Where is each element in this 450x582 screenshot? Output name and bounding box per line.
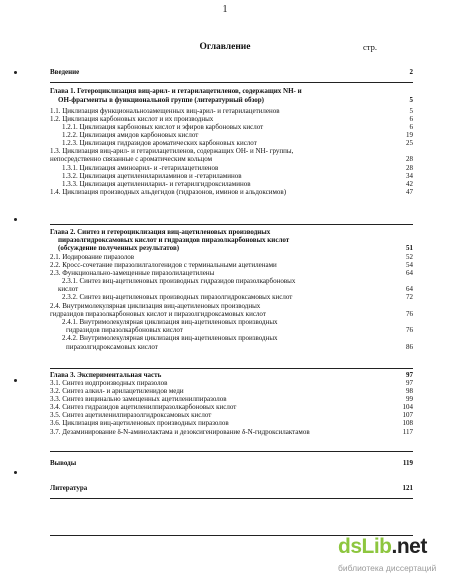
toc-entry-page: 25 bbox=[406, 139, 413, 147]
toc-entry bbox=[50, 326, 413, 334]
toc-entry-page: 19 bbox=[406, 131, 413, 139]
toc-entry-page: 6 bbox=[409, 115, 413, 123]
section-divider bbox=[50, 451, 413, 452]
toc-entry bbox=[50, 411, 413, 419]
toc-entry bbox=[50, 188, 413, 196]
dslib-watermark bbox=[338, 535, 448, 579]
toc-entry-page: 28 bbox=[406, 155, 413, 163]
toc-entry-title: пиразолгидроксамовых кислот bbox=[66, 343, 158, 351]
toc-entry-title: Глава 1. Гетероциклизация виц-арил- и гетарилацетиленов, содержащих NH- и bbox=[50, 87, 302, 95]
toc-entry bbox=[50, 180, 413, 188]
toc-entry bbox=[50, 172, 413, 180]
toc-entry-title: 2.2. Кросс-сочетание пиразолилгалогенидов с терминальными ацетиленами bbox=[50, 261, 277, 269]
toc-entry bbox=[50, 403, 413, 411]
toc-entry bbox=[50, 395, 413, 403]
toc-entry-page: 98 bbox=[406, 387, 413, 395]
toc-entry-title: 3.7. Дезаминирование δ-N-аминолактама и дезоксигенирование δ-N-гидроксилактамов bbox=[50, 428, 310, 436]
toc-entry-page: 121 bbox=[402, 484, 413, 492]
page-number: 1 bbox=[222, 4, 228, 15]
toc-entry-page: 97 bbox=[406, 379, 413, 387]
toc-entry bbox=[50, 379, 413, 387]
toc-entry bbox=[50, 123, 413, 131]
toc-entry-page: 6 bbox=[409, 123, 413, 131]
toc-entry bbox=[50, 147, 413, 155]
toc-entry-page: 76 bbox=[406, 326, 413, 334]
toc-entry-title: гидразидов пиразолкарбоновых кислот и пиразолгидроксамовых кислот bbox=[50, 310, 266, 318]
toc-entry bbox=[50, 302, 413, 310]
toc-entry-title: Глава 3. Экспериментальная часть bbox=[50, 371, 162, 379]
toc-entry-title: 2.3.2. Синтез виц-ацетиленовых производных пиразолгидроксамовых кислот bbox=[62, 293, 293, 301]
toc-entry-title: 3.6. Циклизация виц-ацетиленовых производных пиразолов bbox=[50, 419, 229, 427]
section-divider bbox=[50, 224, 413, 225]
toc-entry-page: 51 bbox=[406, 244, 413, 252]
toc-entry bbox=[50, 371, 413, 379]
toc-entry-title: пиразолгидроксамовых кислот и гидразидов пиразолкарбоновых кислот bbox=[58, 236, 290, 244]
section-divider bbox=[50, 82, 413, 83]
toc-entry bbox=[50, 285, 413, 293]
toc-entry-title: 2.3. Функционально-замещенные пиразолилацетилены bbox=[50, 269, 215, 277]
toc-entry-page: 97 bbox=[406, 371, 413, 379]
toc-entry bbox=[50, 277, 413, 285]
toc-entry-page: 47 bbox=[406, 188, 413, 196]
toc-entry-title: 1.2.3. Циклизация гидразидов ароматических карбоновых кислот bbox=[62, 139, 257, 147]
section-divider bbox=[50, 498, 413, 499]
toc-entry-title: 2.4.2. Внутримолекулярная циклизация виц-ацетиленовых производных bbox=[62, 334, 278, 342]
toc-entry bbox=[50, 334, 413, 342]
toc-entry-title: 2.4.1. Внутримолекулярная циклизация виц-ацетиленовых производных bbox=[62, 318, 278, 326]
page-title: Оглавление bbox=[199, 42, 251, 52]
toc-entry-page: 28 bbox=[406, 164, 413, 172]
margin-mark bbox=[14, 71, 17, 74]
toc-entry-page: 5 bbox=[409, 107, 413, 115]
toc-entry bbox=[50, 459, 413, 467]
toc-entry-title: кислот bbox=[58, 285, 79, 293]
toc-entry-title: Выводы bbox=[50, 459, 77, 467]
toc-entry-title: Глава 2. Синтез и гетероциклизация виц-ацетиленовых производных bbox=[50, 228, 271, 236]
toc-entry-title: 1.3.3. Циклизация ацетилениларил- и гетарилгидроксиламинов bbox=[62, 180, 251, 188]
toc-entry bbox=[50, 87, 413, 95]
toc-entry-page: 5 bbox=[409, 96, 413, 104]
toc-entry bbox=[50, 387, 413, 395]
toc-entry-title: (обсуждение полученных результатов) bbox=[58, 244, 180, 252]
toc-entry bbox=[50, 244, 413, 252]
toc-entry bbox=[50, 155, 413, 163]
toc-entry-page: 64 bbox=[406, 285, 413, 293]
toc-entry bbox=[50, 228, 413, 236]
watermark-subtitle: библиотека диссертаций bbox=[338, 563, 437, 573]
toc-entry-title: 1.2. Циклизация карбоновых кислот и их производных bbox=[50, 115, 214, 123]
toc-entry-title: 3.1. Синтез иодпроизводных пиразолов bbox=[50, 379, 168, 387]
toc-entry-page: 72 bbox=[406, 293, 413, 301]
toc-entry-page: 52 bbox=[406, 253, 413, 261]
toc-entry bbox=[50, 115, 413, 123]
toc-entry bbox=[50, 253, 413, 261]
section-divider bbox=[50, 368, 413, 369]
toc-entry bbox=[50, 107, 413, 115]
toc-entry-page: 64 bbox=[406, 269, 413, 277]
dslib-logo: dsLib.net bbox=[338, 535, 427, 558]
toc-entry-title: гидразидов пиразолкарбоновых кислот bbox=[66, 326, 183, 334]
toc-entry bbox=[50, 139, 413, 147]
toc-entry-page: 117 bbox=[402, 428, 413, 436]
toc-entry-page: 76 bbox=[406, 310, 413, 318]
toc-entry bbox=[50, 343, 413, 351]
toc-entry-page: 107 bbox=[402, 411, 413, 419]
toc-entry-page: 86 bbox=[406, 343, 413, 351]
toc-entry-page: 99 bbox=[406, 395, 413, 403]
margin-mark bbox=[14, 379, 17, 382]
toc-entry bbox=[50, 269, 413, 277]
toc-entry bbox=[50, 310, 413, 318]
toc-entry-page: 2 bbox=[409, 68, 413, 76]
toc-entry bbox=[50, 131, 413, 139]
toc-entry-title: 1.2.1. Циклизация карбоновых кислот и эфиров карбоновых кислот bbox=[62, 123, 264, 131]
toc-entry bbox=[50, 419, 413, 427]
toc-entry bbox=[50, 428, 413, 436]
page-column-label: стр. bbox=[363, 42, 377, 52]
toc-entry-title: 3.2. Синтез алкил- и арилацетиленидов меди bbox=[50, 387, 184, 395]
toc-entry-title: 1.3. Циклизация виц-арил- и гетарилацетиленов, содержащих OH- и NH- группы, bbox=[50, 147, 294, 155]
toc-entry bbox=[50, 484, 413, 492]
toc-entry-page: 34 bbox=[406, 172, 413, 180]
toc-entry-title: 2.4. Внутримолекулярная циклизация виц-ацетиленовых производных bbox=[50, 302, 261, 310]
toc-entry bbox=[50, 293, 413, 301]
toc-entry-title: 2.3.1. Синтез виц-ацетиленовых производных гидразидов пиразолкарбоновых bbox=[62, 277, 296, 285]
toc-entry-title: 1.1. Циклизация функциональнозамещенных виц-арил- и гетарилацетиленов bbox=[50, 107, 280, 115]
margin-mark bbox=[14, 471, 17, 474]
toc-entry bbox=[50, 96, 413, 104]
toc-entry-title: 2.1. Иодирование пиразолов bbox=[50, 253, 135, 261]
toc-entry-page: 104 bbox=[402, 403, 413, 411]
toc-entry-page: 42 bbox=[406, 180, 413, 188]
toc-entry-title: 3.3. Синтез вицинально замещенных ацетиленилпиразолов bbox=[50, 395, 227, 403]
toc-entry bbox=[50, 261, 413, 269]
toc-entry-title: 1.3.2. Циклизация ацетиленилариламинов и -гетариламинов bbox=[62, 172, 242, 180]
toc-entry-title: 1.4. Циклизация производных альдегидов (гидразонов, иминов и альдоксимов) bbox=[50, 188, 287, 196]
toc-entry-title: 1.3.1. Циклизация аминоарил- и -гетарилацетиленов bbox=[62, 164, 219, 172]
toc-entry-page: 108 bbox=[402, 419, 413, 427]
toc-entry-title: OH-фрагменты в функциональной группе (литературный обзор) bbox=[58, 96, 264, 104]
toc-entry-title: 1.2.2. Циклизация амидов карбоновых кислот bbox=[62, 131, 199, 139]
toc-entry-page: 54 bbox=[406, 261, 413, 269]
margin-mark bbox=[14, 218, 17, 221]
toc-entry bbox=[50, 318, 413, 326]
toc-entry-title: 3.5. Синтез ацетиленилпиразолгидроксамовых кислот bbox=[50, 411, 212, 419]
toc-entry-page: 119 bbox=[402, 459, 413, 467]
toc-entry-title: Литература bbox=[50, 484, 88, 492]
toc-entry bbox=[50, 236, 413, 244]
toc-entry bbox=[50, 68, 413, 76]
toc-entry-title: 3.4. Синтез гидразидов ацетиленилпиразолкарбоновых кислот bbox=[50, 403, 237, 411]
toc-entry-title: Введение bbox=[50, 68, 80, 76]
toc-entry-title: непосредственно связанные с ароматическим кольцом bbox=[50, 155, 213, 163]
toc-entry bbox=[50, 164, 413, 172]
